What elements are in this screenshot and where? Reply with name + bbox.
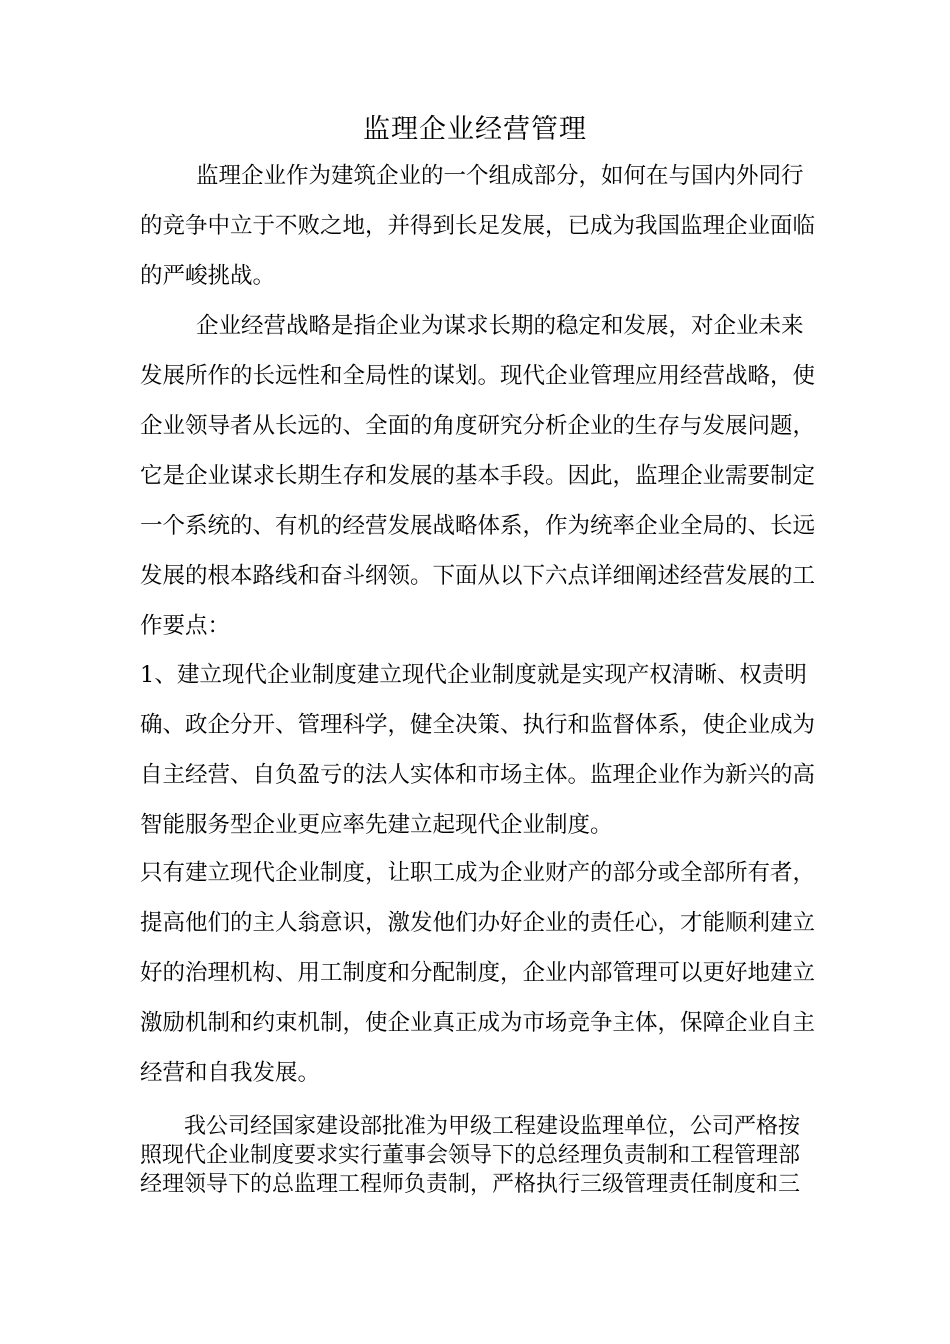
text-line: 经理领导下的总监理工程师负责制，严格执行三级管理责任制度和三	[140, 1172, 801, 1197]
text-line: 照现代企业制度要求实行董事会领导下的总经理负责制和工程管理部	[140, 1143, 801, 1168]
paragraph-strategy	[140, 301, 820, 651]
text-line: 企业领导者从长远的、全面的角度研究分析企业的生存与发展问题，	[140, 413, 816, 439]
text-line: 提高他们的主人翁意识，激发他们办好企业的责任心，才能顺利建立	[140, 910, 816, 936]
text-line: 1、建立现代企业制度建立现代企业制度就是实现产权清晰、权责明	[140, 662, 807, 688]
paragraph-modern-system	[140, 848, 820, 1098]
text-line: 监理企业作为建筑企业的一个组成部分，如何在与国内外同行	[196, 163, 804, 189]
text-line: 只有建立现代企业制度，让职工成为企业财产的部分或全部所有者，	[140, 860, 816, 886]
text-line: 智能服务型企业更应率先建立起现代企业制度。	[140, 812, 613, 838]
text-line: 作要点：	[140, 613, 231, 639]
text-line: 激励机制和约束机制，使企业真正成为市场竞争主体，保障企业自主	[140, 1010, 816, 1036]
document-title: 监理企业经营管理	[363, 114, 587, 145]
paragraph-company	[140, 1112, 820, 1199]
text-line: 发展所作的长远性和全局性的谋划。现代企业管理应用经营战略，使	[140, 363, 816, 389]
text-line: 的严峻挑战。	[140, 263, 276, 289]
paragraph-point-1	[140, 650, 820, 850]
text-line: 企业经营战略是指企业为谋求长期的稳定和发展，对企业未来	[196, 313, 804, 339]
text-line: 好的治理机构、用工制度和分配制度，企业内部管理可以更好地建立	[140, 960, 816, 986]
text-line: 自主经营、自负盈亏的法人实体和市场主体。监理企业作为新兴的高	[140, 762, 816, 788]
text-line: 一个系统的、有机的经营发展战略体系，作为统率企业全局的、长远	[140, 513, 816, 539]
text-line: 它是企业谋求长期生存和发展的基本手段。因此，监理企业需要制定	[140, 463, 816, 489]
paragraph-intro	[140, 151, 820, 301]
text-line: 发展的根本路线和奋斗纲领。下面从以下六点详细阐述经营发展的工	[140, 563, 816, 589]
text-line: 的竞争中立于不败之地，并得到长足发展，已成为我国监理企业面临	[140, 213, 816, 239]
text-line: 确、政企分开、管理科学，健全决策、执行和监督体系，使企业成为	[140, 712, 816, 738]
text-line: 经营和自我发展。	[140, 1060, 321, 1086]
text-line: 我公司经国家建设部批准为甲级工程建设监理单位，公司严格按	[184, 1114, 801, 1139]
